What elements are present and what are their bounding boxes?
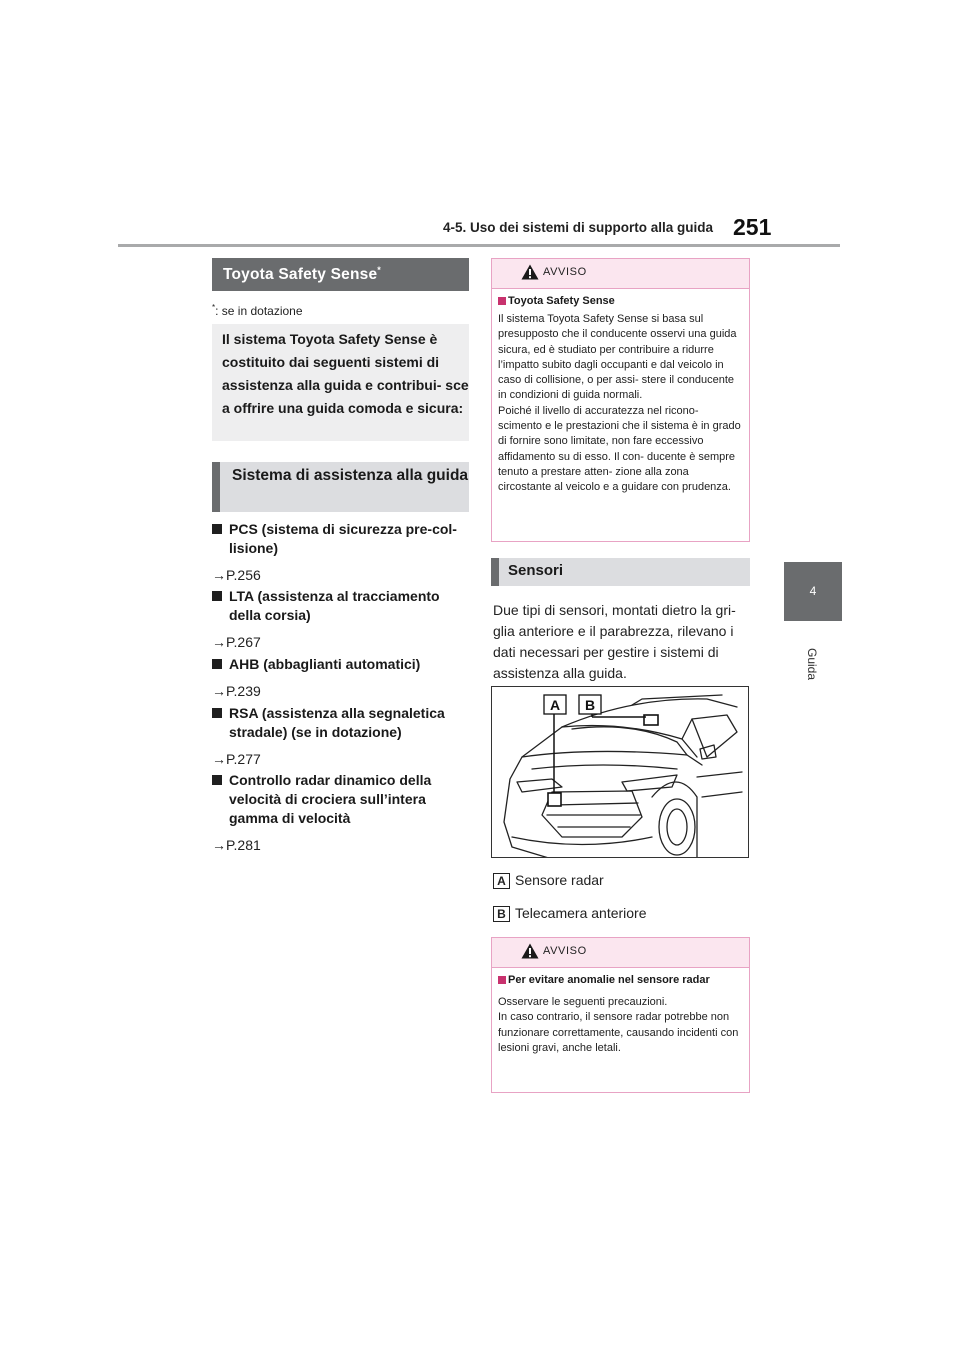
car-drawing [492,687,749,858]
warning-paragraph: Poiché il livello di accuratezza nel ricono- scimento e le prestazioni che il sistema è in grado di fornire sono limitate, non fare eccessivo affidamento su di esso. Il con- ducente è sempre tenuto a prestare atten- zione alla zona circostante al veicolo e a guidare con prudenza. [498,404,741,494]
legend-item-camera [493,905,647,922]
sensors-description: Due tipi di sensori, montati dietro la gri- glia anteriore e il parabrezza, rilevano i dati necessari per gestire i sistemi di assistenza alla guida. [493,602,736,681]
list-item [212,587,472,650]
item-title: LTA (assistenza al tracciamento della corsia) [229,588,440,623]
car-sensor-illustration [491,686,749,858]
item-title: AHB (abbaglianti automatici) [229,656,421,672]
legend-text: Telecamera anteriore [515,905,647,921]
footnote-mark: * [212,303,216,312]
footnote-text: : se in dotazione [215,304,303,318]
warning-subtitle [498,973,743,987]
warning-title: AVVISO [543,266,587,278]
warning-paragraph: In caso contrario, il sensore radar potrebbe non funzionare correttamente, causando incidenti con lesioni gravi, anche letali. [498,1011,739,1054]
legend-key: B [493,906,510,922]
warning-title: AVVISO [543,945,587,957]
intro-box: Il sistema Toyota Safety Sense è costituito dai seguenti sistemi di assistenza alla guida e contribui- sce a offrire una guida comoda e sicura: [212,324,469,441]
square-bullet-icon [212,591,222,601]
chapter-label-text: Guida [805,647,819,681]
warning-paragraph: Il sistema Toyota Safety Sense si basa sul presupposto che il conducente osservi una guida sicura, ed è studiato per contribuire a ridurre l’impatto subito dagli occupanti e dal veicolo in caso di collisione, o per assi- stere il conducente in condizioni di guida normali. [498,313,737,402]
legend-item-radar [493,872,604,889]
warning-box-radar [491,937,750,1093]
label-b: B [584,697,596,713]
pink-square-bullet-icon [498,976,506,984]
legend-key: A [493,873,510,889]
warning-triangle-icon [521,264,539,280]
page-reference-link[interactable]: →P.256 [212,567,261,583]
page-reference-link[interactable]: →P.239 [212,683,261,699]
section-title-mark: * [377,265,381,275]
page-reference-link[interactable]: →P.277 [212,751,261,767]
warning-header [492,938,749,968]
chapter-label [800,634,824,694]
pink-square-bullet-icon [498,297,506,305]
list-item [212,655,472,699]
section-title-text: Toyota Safety Sense [223,266,378,284]
legend-text: Sensore radar [515,872,604,888]
label-a: A [549,697,561,713]
square-bullet-icon [212,775,222,785]
page-reference-link[interactable]: →P.267 [212,634,261,650]
page-number: 251 [733,214,772,240]
footnote [212,303,303,318]
warning-header [492,259,749,289]
warning-paragraph: Osservare le seguenti precauzioni. [498,996,668,1008]
subheading-driver-assist: Sistema di assistenza alla guida [212,462,469,512]
section-title [212,258,469,291]
section-header: 4-5. Uso dei sistemi di supporto alla guida [443,220,714,235]
warning-triangle-icon [521,943,539,959]
square-bullet-icon [212,659,222,669]
list-item [212,704,472,767]
item-title: PCS (sistema di sicurezza pre-col- lisione) [229,521,457,556]
square-bullet-icon [212,524,222,534]
warning-box-safety-sense [491,258,750,542]
item-title: RSA (assistenza alla segnaletica stradale) (se in dotazione) [229,705,445,740]
warning-subtitle-text: Toyota Safety Sense [508,295,615,307]
item-title: Controllo radar dinamico della velocità di crociera sull’intera gamma di velocità [229,772,432,826]
warning-subtitle [498,294,743,308]
chapter-tab[interactable]: 4 [784,562,842,621]
page-reference-link[interactable]: →P.281 [212,837,261,853]
warning-subtitle-text: Per evitare anomalie nel sensore radar [508,974,710,986]
subheading-sensors: Sensori [491,558,750,586]
list-item [212,520,472,583]
list-item [212,771,472,853]
header-divider [118,244,840,247]
square-bullet-icon [212,708,222,718]
